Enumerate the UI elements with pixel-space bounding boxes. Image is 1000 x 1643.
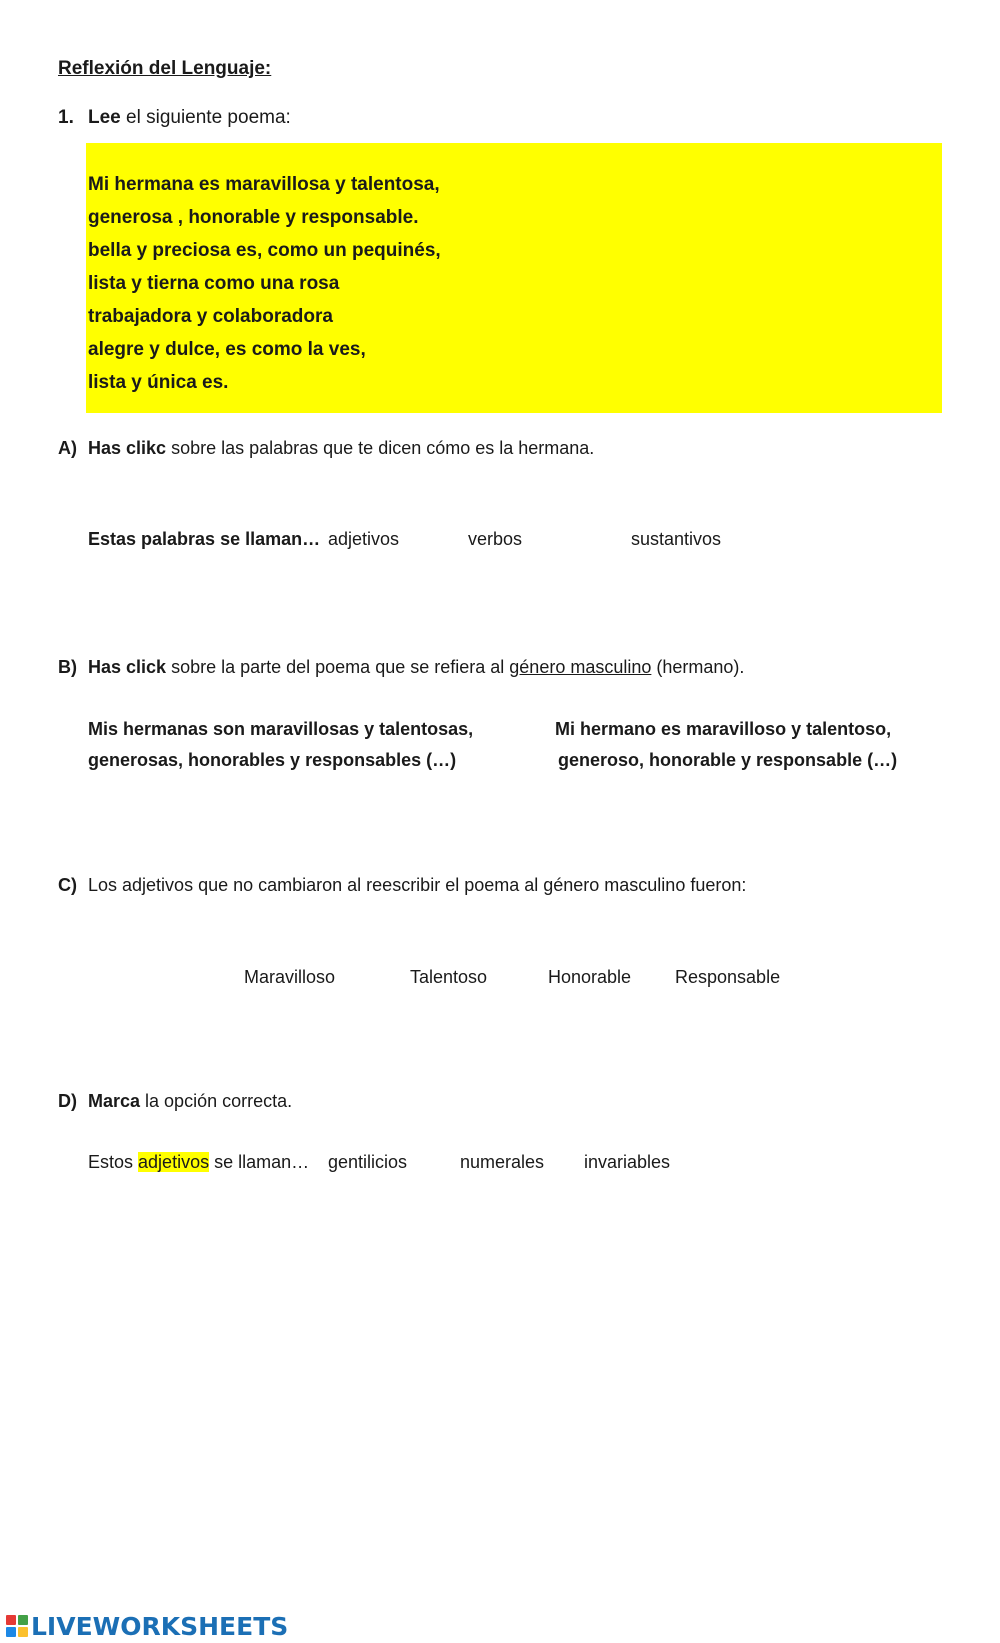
qd-option-gentilicios[interactable]: gentilicios [328,1152,408,1172]
qd-option-invariables[interactable]: invariables [584,1152,671,1172]
qd-rest: la opción correcta. [140,1091,293,1111]
qc-option-talentoso[interactable]: Talentoso [410,967,488,987]
q1-number: 1. [58,107,74,128]
qc-option-honorable[interactable]: Honorable [548,967,632,987]
qb-right-option-line[interactable]: generoso, honorable y responsable (…) [558,750,898,770]
qb-right-option-line[interactable]: Mi hermano es maravilloso y talentoso, [555,719,892,739]
qc-option-maravilloso[interactable]: Maravilloso [244,967,336,987]
qa-instruction [88,438,594,459]
qd-prompt [88,1152,309,1173]
qa-bold: Has clikc [88,438,167,458]
q1-rest: el siguiente poema: [120,107,291,128]
poem-line[interactable]: alegre y dulce, es como la ves, [88,339,366,360]
qd-bold: Marca [88,1091,141,1111]
poem-line[interactable]: bella y preciosa es, como un pequinés, [88,240,441,261]
qc-instruction: Los adjetivos que no cambiaron al reescribir el poema al género masculino fueron: [88,875,747,895]
qa-letter: A) [58,438,77,458]
poem-line[interactable]: Mi hermana es maravillosa y talentosa, [88,174,440,195]
qd-option-numerales[interactable]: numerales [460,1152,545,1172]
qb-instruction [88,657,744,678]
qd-instruction [88,1091,292,1112]
qa-option-verbos[interactable]: verbos [468,529,523,549]
qb-bold: Has click [88,657,167,677]
poem-line[interactable]: lista y única es. [88,372,229,393]
logo-grid-icon [6,1615,28,1637]
qb-left-option-line[interactable]: Mis hermanas son maravillosas y talentosas, [88,719,474,739]
qa-prompt: Estas palabras se llaman… [88,529,321,549]
qa-option-adjetivos[interactable]: adjetivos [328,529,400,549]
qb-underlined: género masculino [509,657,652,677]
qd-prompt-highlight: adjetivos [138,1152,210,1172]
q1-bold: Lee [88,107,121,128]
liveworksheets-logo [6,1613,288,1639]
qb-left-option-line[interactable]: generosas, honorables y responsables (…) [88,750,457,770]
qa-rest: sobre las palabras que te dicen cómo es la hermana. [166,438,595,458]
qd-prompt-post: se llaman… [209,1152,310,1172]
qa-option-sustantivos[interactable]: sustantivos [631,529,722,549]
poem-line[interactable]: lista y tierna como una rosa [88,273,340,294]
qb-rest1: sobre la parte del poema que se refiera al [166,657,510,677]
qd-prompt-pre: Estos [88,1152,139,1172]
qd-letter: D) [58,1091,77,1111]
page-title: Reflexión del Lenguaje: [58,58,272,79]
q1-instruction [88,107,291,129]
poem-line[interactable]: generosa , honorable y responsable. [88,207,419,228]
qc-option-responsable[interactable]: Responsable [675,967,781,987]
logo-text: LIVEWORKSHEETS [31,1611,289,1641]
poem-line[interactable]: trabajadora y colaboradora [88,306,333,327]
qb-rest2: (hermano). [651,657,745,677]
qc-letter: C) [58,875,77,895]
qb-letter: B) [58,657,77,677]
